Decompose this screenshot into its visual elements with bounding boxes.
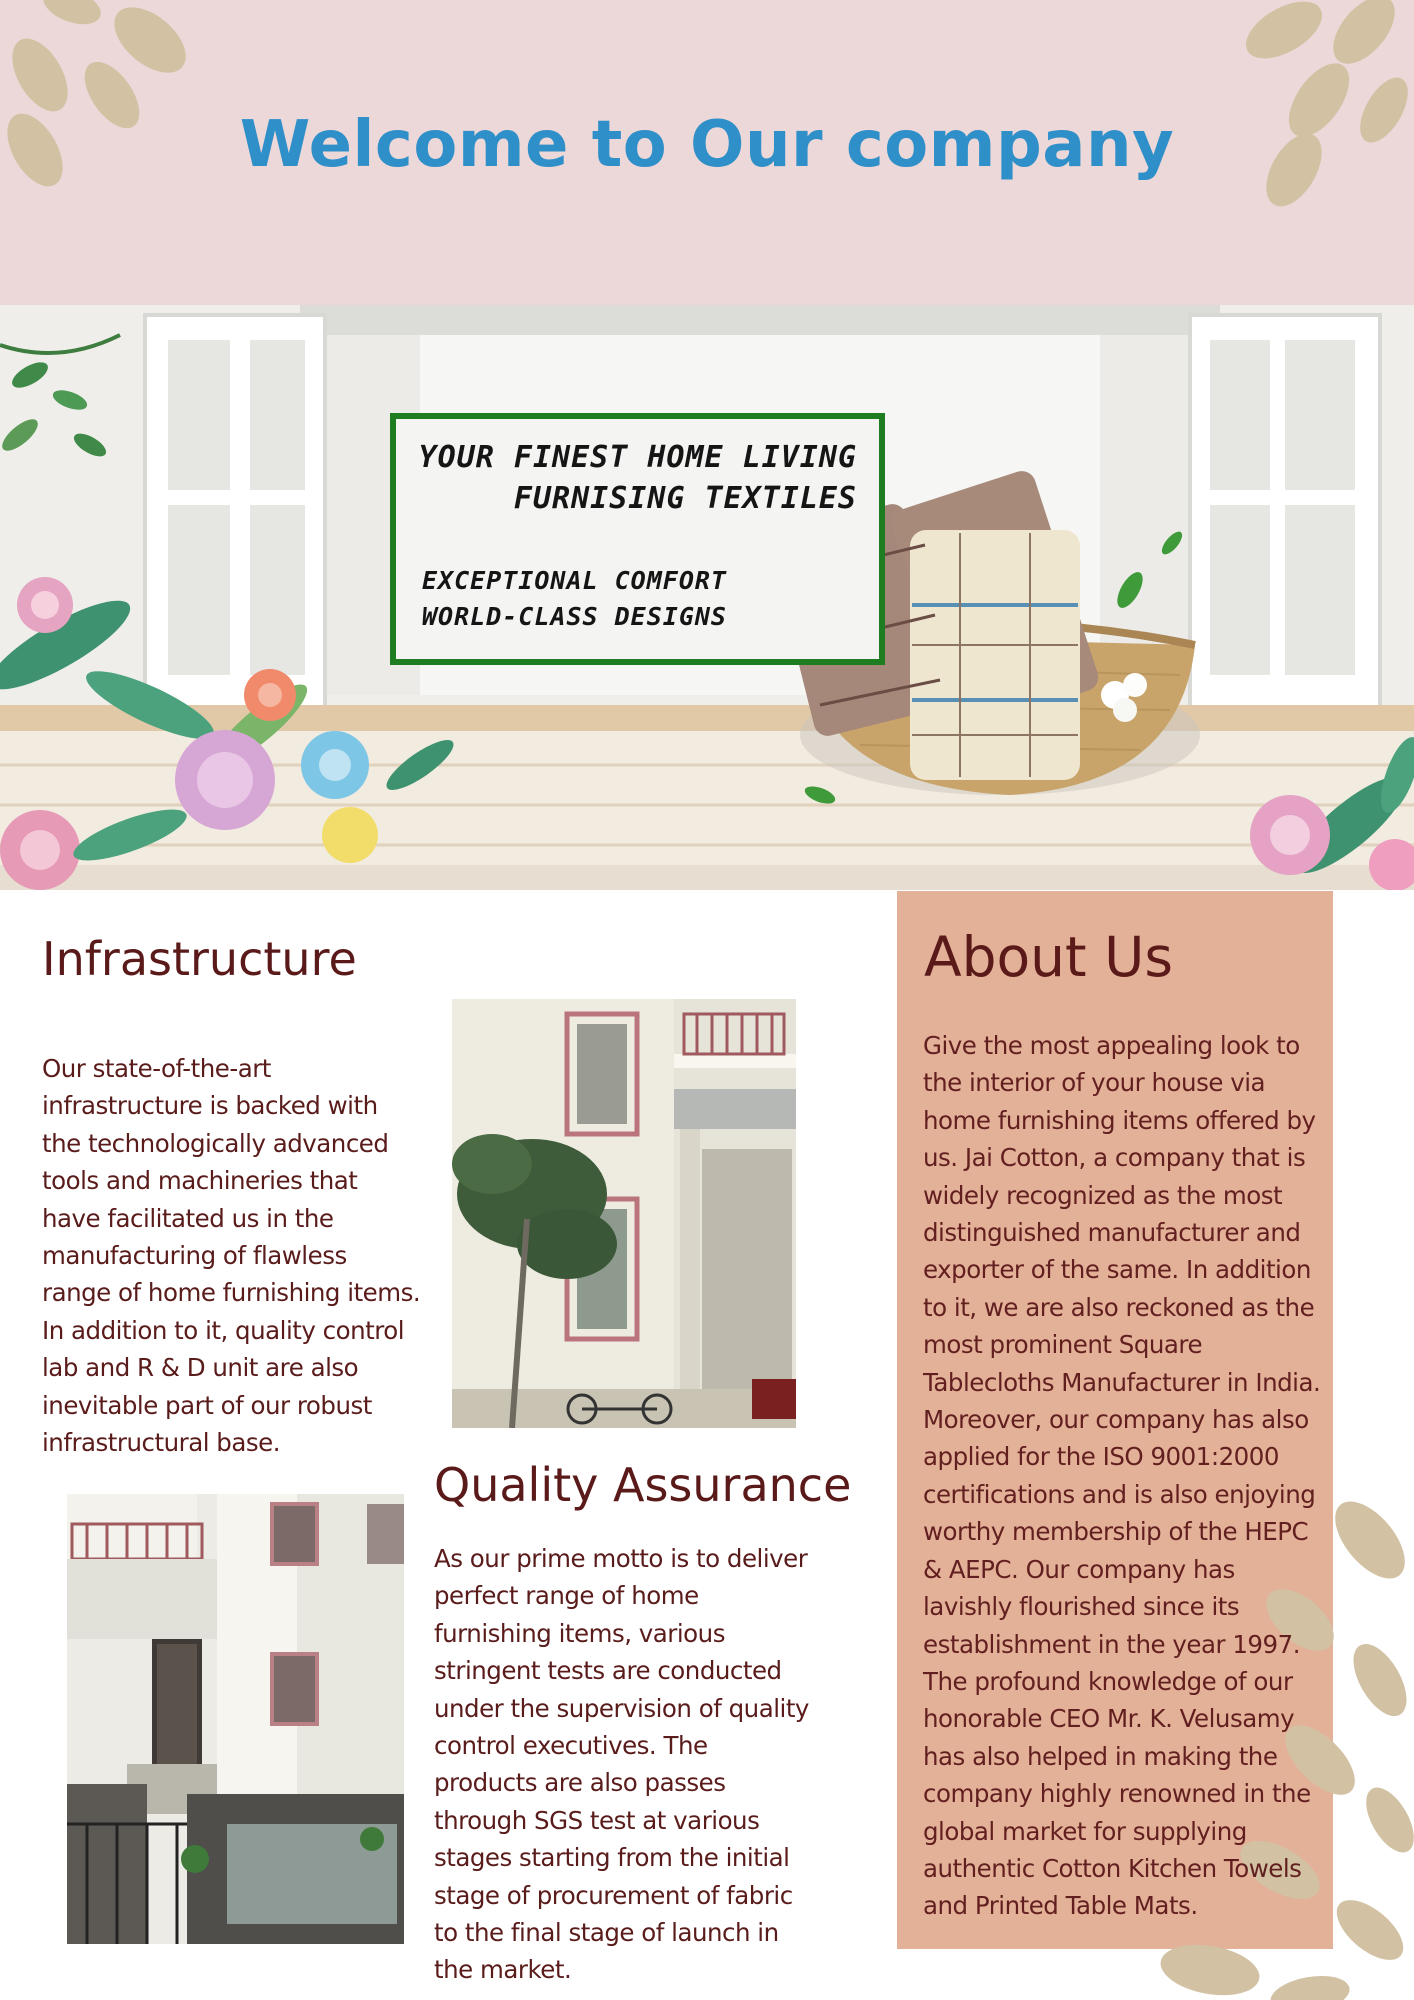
banner-sign: [390, 413, 885, 665]
header-band: [0, 0, 1414, 305]
page-title: Welcome to Our company: [239, 108, 1175, 182]
infrastructure-text: Our state-of-the-art infrastructure is backed with the technologically advanced tools and machineries that have facilitated us in the manufacturing of flawless range of home furnishing items. In addition to it, quality control lab and R & D unit are also inevitable part of our robust infrastructural base.: [42, 1054, 421, 1458]
about-us-text: Give the most appealing look to the interior of your house via home furnishing items offered by us. Jai Cotton, a company that is widely recognized as the most distinguished manufacturer and exporter of the same. In addition to it, we are also reckoned as the most prominent Square Tablecloths Manufacturer in India. Moreover, our company has also applied for the ISO 9001:2000 certifications and is also enjoying worthy membership of the HEPC & AEPC. Our company has lavishly flourished since its establishment in the year 1997. The profound knowledge of our honorable CEO Mr. K. Velusamy has also helped in making the company highly renowned in the global market for supplying authentic Cotton Kitchen Towels and Printed Table Mats.: [923, 1031, 1321, 1921]
quality-assurance-heading: Quality Assurance: [434, 1458, 852, 1512]
banner-tagline: YOUR FINEST HOME LIVING FURNISING TEXTILES: [418, 440, 857, 516]
building-photo-2: [67, 1494, 404, 1944]
hero-banner: [0, 305, 1414, 890]
quality-assurance-text: As our prime motto is to deliver perfect range of home furnishing items, various stringent tests are conducted under the supervision of quality control executives. The products are also passes through SGS test at various stages starting from the initial stage of procurement of fabric to the final stage of launch in the market.: [434, 1544, 809, 1985]
about-us-heading: About Us: [924, 925, 1174, 989]
infrastructure-heading: Infrastructure: [42, 932, 357, 986]
building-photo-1: [452, 999, 796, 1428]
banner-subline: EXCEPTIONAL COMFORT WORLD-CLASS DESIGNS: [422, 566, 727, 631]
